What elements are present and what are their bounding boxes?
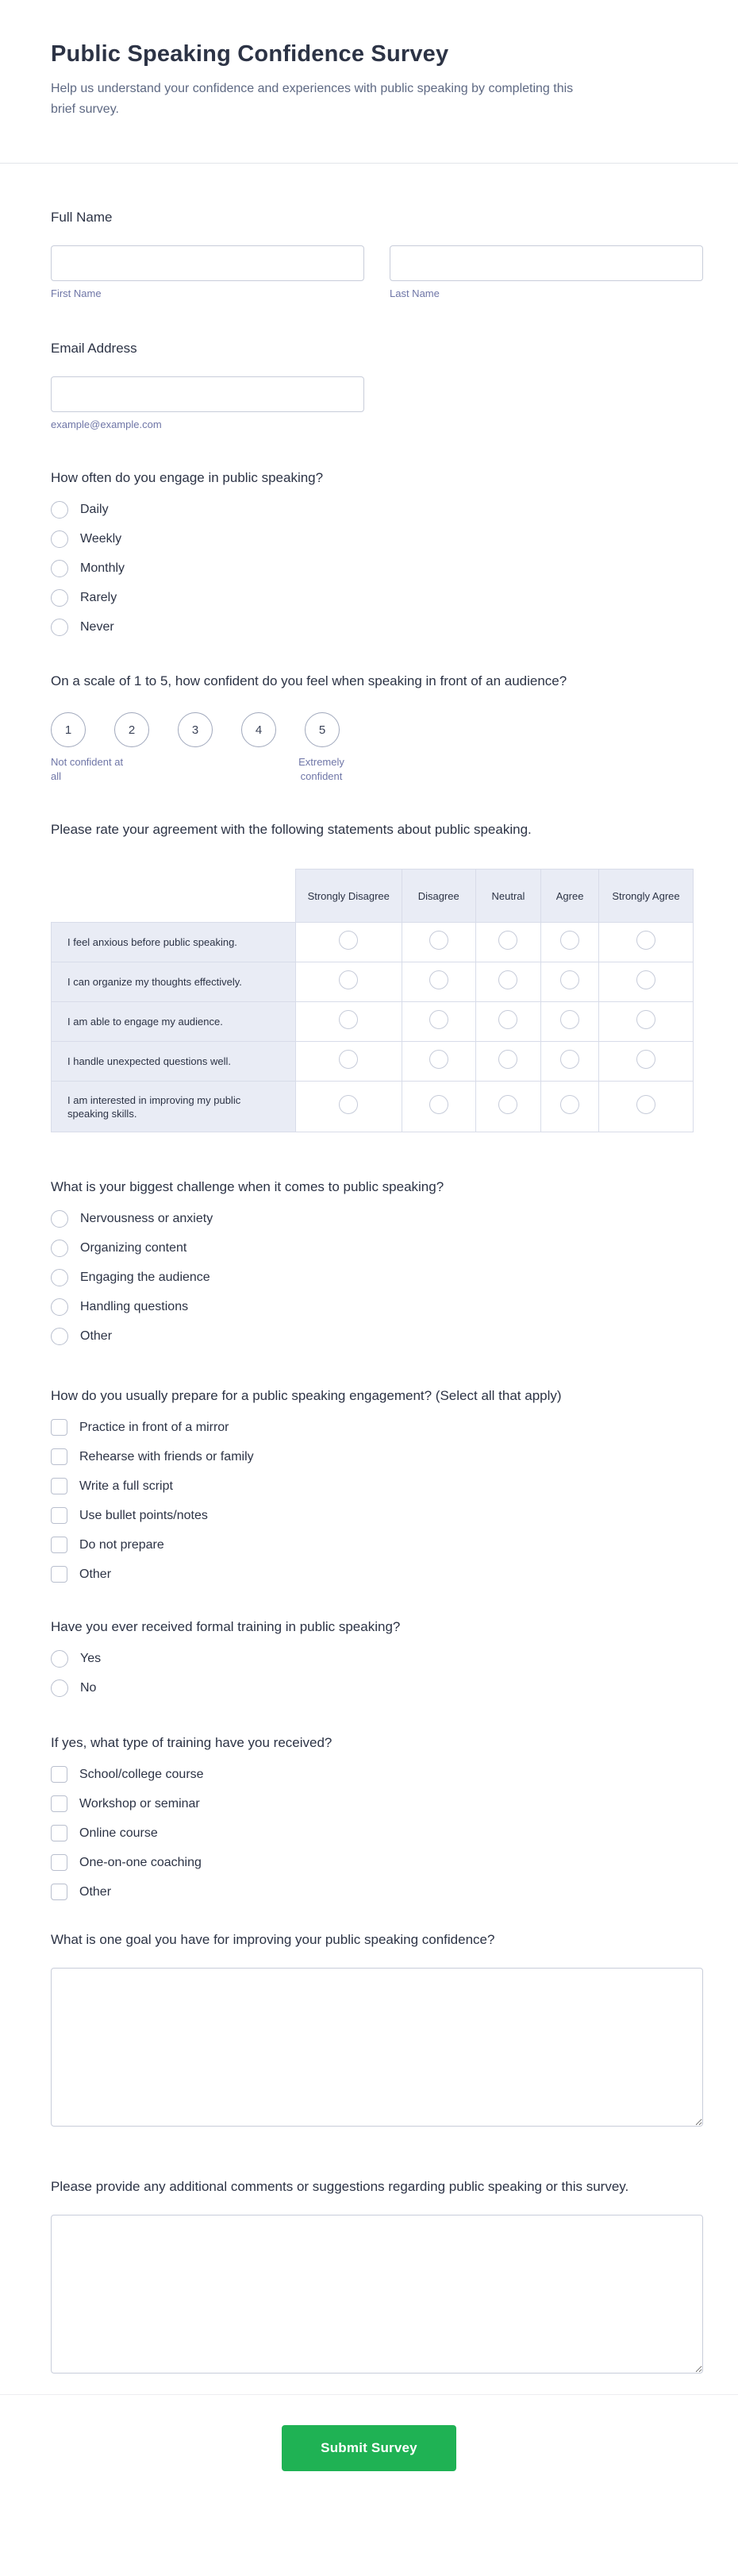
first-name-sublabel: First Name (51, 287, 102, 299)
full-name-field (51, 206, 703, 299)
radio-option-monthly[interactable] (51, 560, 703, 577)
form-body (0, 164, 738, 2374)
training-type-question-label: If yes, what type of training have you received? (51, 1735, 332, 1750)
radio-option-handling[interactable] (51, 1298, 703, 1316)
matrix-radio[interactable] (339, 970, 358, 989)
email-input[interactable] (51, 376, 364, 412)
matrix-col-header: Neutral (475, 870, 541, 923)
checkbox-option-script[interactable] (51, 1478, 703, 1494)
matrix-row-label: I feel anxious before public speaking. (52, 923, 296, 962)
radio-option-other-challenge[interactable] (51, 1328, 703, 1345)
option-label: Nervousness or anxiety (80, 1212, 213, 1225)
training-question-label: Have you ever received formal training in public speaking? (51, 1619, 401, 1634)
matrix-radio[interactable] (429, 931, 448, 950)
matrix-radio[interactable] (560, 1095, 579, 1114)
scale-option-1[interactable]: 1 (51, 712, 86, 747)
option-label: Never (80, 620, 114, 634)
checkbox-icon[interactable] (51, 1825, 67, 1841)
option-label: Engaging the audience (80, 1271, 210, 1284)
matrix-radio[interactable] (339, 931, 358, 950)
matrix-radio[interactable] (498, 1010, 517, 1029)
radio-icon[interactable] (51, 1240, 68, 1257)
radio-option-no[interactable] (51, 1679, 703, 1697)
checkbox-option-mirror[interactable] (51, 1419, 703, 1436)
radio-icon[interactable] (51, 1298, 68, 1316)
preparation-question-label: How do you usually prepare for a public speaking engagement? (Select all that apply) (51, 1388, 562, 1403)
training-type-options (51, 1766, 703, 1900)
option-label: Organizing content (80, 1241, 187, 1255)
radio-option-organizing[interactable] (51, 1240, 703, 1257)
option-label: Other (79, 1884, 112, 1899)
matrix-col-header: Disagree (402, 870, 475, 923)
matrix-radio[interactable] (636, 1095, 655, 1114)
matrix-row (52, 962, 694, 1002)
matrix-corner-cell (52, 870, 296, 923)
email-group (51, 376, 364, 430)
radio-icon[interactable] (51, 589, 68, 607)
goal-question-label: What is one goal you have for improving your public speaking confidence? (51, 1932, 495, 1947)
matrix-col-header: Agree (541, 870, 599, 923)
matrix-radio[interactable] (636, 1050, 655, 1069)
option-label: Other (79, 1567, 112, 1581)
training-type-question (51, 1732, 703, 1900)
checkbox-option-no-prepare[interactable] (51, 1537, 703, 1553)
option-label: Rarely (80, 591, 117, 604)
checkbox-icon[interactable] (51, 1507, 67, 1524)
email-input-row (51, 376, 703, 430)
goal-question (51, 1929, 703, 2127)
checkbox-icon[interactable] (51, 1448, 67, 1465)
radio-icon[interactable] (51, 530, 68, 548)
option-label: Online course (79, 1826, 158, 1840)
radio-option-rarely[interactable] (51, 589, 703, 607)
comments-question-label: Please provide any additional comments or suggestions regarding public speaking or this survey. (51, 2179, 629, 2194)
matrix-radio[interactable] (636, 970, 655, 989)
matrix-header-row (52, 870, 694, 923)
checkbox-option-coaching[interactable] (51, 1854, 703, 1871)
checkbox-icon[interactable] (51, 1884, 67, 1900)
confidence-scale-question (51, 670, 703, 787)
matrix-radio[interactable] (339, 1010, 358, 1029)
form-subtitle: Help us understand your confidence and experiences with public speaking by completing this brief survey. (51, 82, 574, 116)
scale-question-label: On a scale of 1 to 5, how confident do you feel when speaking in front of an audience? (51, 673, 567, 688)
goal-textarea[interactable] (51, 1968, 703, 2127)
scale-right-label: Extremely confident (298, 756, 344, 782)
matrix-radio[interactable] (498, 1050, 517, 1069)
matrix-radio[interactable] (429, 970, 448, 989)
matrix-row-label: I am able to engage my audience. (52, 1002, 296, 1042)
matrix-radio[interactable] (636, 1010, 655, 1029)
checkbox-icon[interactable] (51, 1795, 67, 1812)
form-header (0, 0, 738, 164)
radio-icon[interactable] (51, 619, 68, 636)
matrix-row (52, 923, 694, 962)
name-input-row (51, 245, 703, 299)
matrix-row (52, 1042, 694, 1082)
first-name-group (51, 245, 364, 299)
matrix-col-header: Strongly Agree (598, 870, 693, 923)
matrix-row-label: I handle unexpected questions well. (52, 1042, 296, 1082)
agreement-matrix-table (51, 869, 694, 1132)
radio-option-daily[interactable] (51, 501, 703, 519)
training-options (51, 1650, 703, 1697)
radio-icon[interactable] (51, 560, 68, 577)
matrix-row (52, 1002, 694, 1042)
scale-edge-labels (51, 755, 703, 787)
comments-textarea[interactable] (51, 2215, 703, 2374)
option-label: Workshop or seminar (79, 1796, 200, 1811)
matrix-radio[interactable] (636, 931, 655, 950)
matrix-radio[interactable] (560, 970, 579, 989)
matrix-row-label: I am interested in improving my public speaking skills. (52, 1082, 296, 1132)
matrix-radio[interactable] (429, 1010, 448, 1029)
challenge-question (51, 1176, 703, 1345)
checkbox-option-online[interactable] (51, 1825, 703, 1841)
option-label: Use bullet points/notes (79, 1508, 208, 1522)
matrix-radio[interactable] (498, 931, 517, 950)
form-title: Public Speaking Confidence Survey (51, 41, 449, 67)
option-label: Rehearse with friends or family (79, 1449, 254, 1463)
matrix-radio[interactable] (339, 1050, 358, 1069)
scale-option-2[interactable]: 2 (114, 712, 149, 747)
option-label: Handling questions (80, 1300, 189, 1313)
scale-left-label: Not confident at all (51, 756, 124, 782)
checkbox-icon[interactable] (51, 1478, 67, 1494)
matrix-radio[interactable] (339, 1095, 358, 1114)
checkbox-option-other-training[interactable] (51, 1884, 703, 1900)
challenge-question-label: What is your biggest challenge when it comes to public speaking? (51, 1179, 444, 1194)
option-label: Monthly (80, 561, 125, 575)
frequency-question-label: How often do you engage in public speaking? (51, 470, 324, 485)
radio-option-weekly[interactable] (51, 530, 703, 548)
matrix-radio[interactable] (498, 1095, 517, 1114)
preparation-options (51, 1419, 703, 1583)
matrix-radio[interactable] (560, 1010, 579, 1029)
option-label: Daily (80, 503, 109, 516)
submit-row (0, 2395, 738, 2512)
matrix-col-header: Strongly Disagree (295, 870, 402, 923)
option-label: No (80, 1681, 97, 1695)
checkbox-option-other-prepare[interactable] (51, 1566, 703, 1583)
last-name-input[interactable] (390, 245, 703, 281)
option-label: Do not prepare (79, 1537, 164, 1552)
radio-option-never[interactable] (51, 619, 703, 636)
scale-options (51, 712, 703, 747)
matrix-radio[interactable] (560, 1050, 579, 1069)
option-label: One-on-one coaching (79, 1855, 202, 1869)
last-name-sublabel: Last Name (390, 287, 440, 299)
radio-icon[interactable] (51, 1679, 68, 1697)
checkbox-icon[interactable] (51, 1766, 67, 1783)
submit-button[interactable]: Submit Survey (282, 2425, 456, 2471)
preparation-question (51, 1385, 703, 1583)
radio-option-yes[interactable] (51, 1650, 703, 1668)
option-label: Practice in front of a mirror (79, 1420, 229, 1434)
checkbox-icon[interactable] (51, 1566, 67, 1583)
matrix-radio[interactable] (498, 970, 517, 989)
matrix-radio[interactable] (429, 1050, 448, 1069)
email-sublabel: example@example.com (51, 418, 162, 430)
checkbox-icon[interactable] (51, 1419, 67, 1436)
checkbox-option-school[interactable] (51, 1766, 703, 1783)
matrix-row (52, 1082, 694, 1132)
frequency-question (51, 467, 703, 636)
full-name-label: Full Name (51, 210, 113, 225)
scale-option-5[interactable]: 5 (305, 712, 340, 747)
email-field (51, 337, 703, 430)
checkbox-icon[interactable] (51, 1537, 67, 1553)
matrix-radio[interactable] (429, 1095, 448, 1114)
checkbox-option-bullets[interactable] (51, 1507, 703, 1524)
frequency-options (51, 501, 703, 636)
first-name-input[interactable] (51, 245, 364, 281)
option-label: School/college course (79, 1767, 204, 1781)
checkbox-option-rehearse[interactable] (51, 1448, 703, 1465)
checkbox-option-workshop[interactable] (51, 1795, 703, 1812)
radio-icon[interactable] (51, 1269, 68, 1286)
option-label: Yes (80, 1652, 102, 1665)
scale-option-3[interactable]: 3 (178, 712, 213, 747)
training-question (51, 1616, 703, 1697)
email-label: Email Address (51, 341, 137, 356)
radio-option-nervousness[interactable] (51, 1210, 703, 1228)
radio-icon[interactable] (51, 1650, 68, 1668)
checkbox-icon[interactable] (51, 1854, 67, 1871)
option-label: Other (80, 1329, 113, 1343)
comments-question (51, 2176, 703, 2374)
radio-icon[interactable] (51, 1210, 68, 1228)
last-name-group (390, 245, 703, 299)
radio-icon[interactable] (51, 1328, 68, 1345)
matrix-row-label: I can organize my thoughts effectively. (52, 962, 296, 1002)
scale-option-4[interactable]: 4 (241, 712, 276, 747)
radio-option-engaging[interactable] (51, 1269, 703, 1286)
matrix-radio[interactable] (560, 931, 579, 950)
agreement-matrix-question (51, 819, 703, 1132)
radio-icon[interactable] (51, 501, 68, 519)
challenge-options (51, 1210, 703, 1345)
option-label: Write a full script (79, 1479, 173, 1493)
matrix-question-label: Please rate your agreement with the following statements about public speaking. (51, 822, 532, 837)
option-label: Weekly (80, 532, 122, 546)
